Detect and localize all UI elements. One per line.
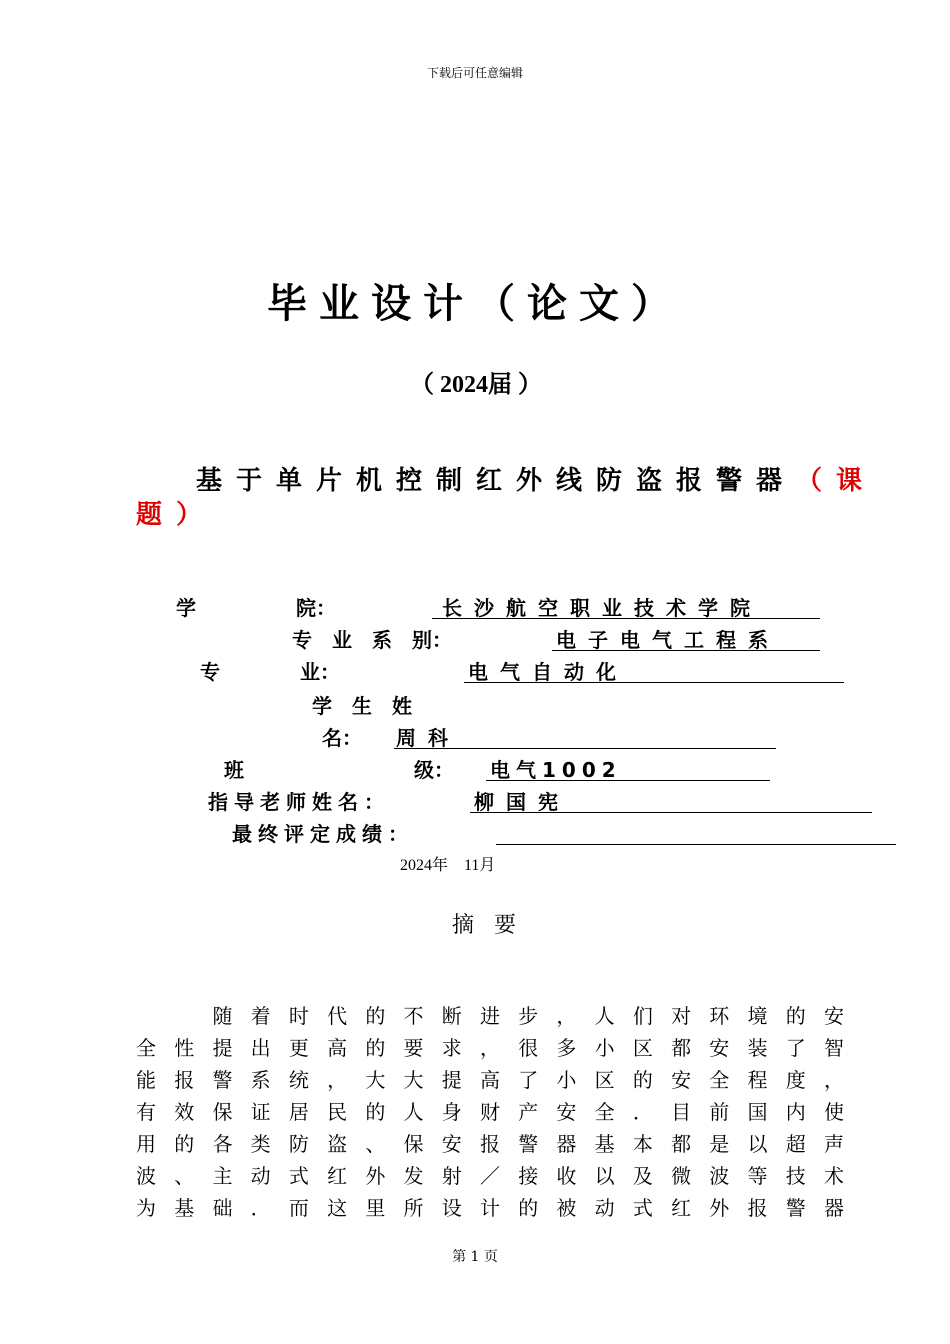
abstract-char: 系 <box>250 1068 271 1092</box>
abstract-char: 各 <box>212 1132 233 1156</box>
abstract-char: 保 <box>212 1100 233 1124</box>
abstract-char: 大 <box>365 1068 386 1092</box>
abstract-char: 程 <box>747 1068 768 1092</box>
abstract-char: 而 <box>288 1196 309 1220</box>
abstract-char: 基 <box>594 1132 615 1156</box>
abstract-char: ， <box>327 1068 348 1092</box>
abstract-char: 以 <box>594 1164 615 1188</box>
abstract-char: 内 <box>785 1100 806 1124</box>
abstract-char: 里 <box>365 1196 386 1220</box>
abstract-char: 动 <box>594 1196 615 1220</box>
college-underline <box>432 592 820 619</box>
abstract-char: 计 <box>479 1196 500 1220</box>
abstract-char: 财 <box>479 1100 500 1124</box>
abstract-char: 的 <box>785 1004 806 1028</box>
abstract-char: 智 <box>823 1036 844 1060</box>
abstract-char: 求 <box>441 1036 462 1060</box>
student-label-line1: 学 生 姓 <box>312 694 412 718</box>
abstract-char: 设 <box>441 1196 462 1220</box>
abstract-char: 要 <box>403 1036 424 1060</box>
abstract-char: 基 <box>174 1196 195 1220</box>
abstract-char: 随 <box>212 1004 233 1028</box>
abstract-char: 技 <box>785 1164 806 1188</box>
abstract-char: 以 <box>747 1132 768 1156</box>
abstract-char: 础 <box>212 1196 233 1220</box>
abstract-char: 式 <box>632 1196 653 1220</box>
abstract-char: 高 <box>327 1036 348 1060</box>
abstract-char: ， <box>556 1004 577 1028</box>
major-value: 电气自动化 <box>468 660 628 684</box>
abstract-char: 出 <box>250 1036 271 1060</box>
abstract-char: ， <box>479 1036 500 1060</box>
grade-label: 最终评定成绩： <box>232 822 414 846</box>
abstract-char: 提 <box>441 1068 462 1092</box>
abstract-char: 红 <box>671 1196 692 1220</box>
abstract-char: ． <box>250 1196 271 1220</box>
student-value: 周科 <box>396 726 460 750</box>
abstract-char: 区 <box>594 1068 615 1092</box>
abstract-char: 性 <box>174 1036 195 1060</box>
header-note: 下载后可任意编辑 <box>426 66 523 80</box>
abstract-char: 民 <box>327 1100 348 1124</box>
abstract-char: 进 <box>479 1004 500 1028</box>
abstract-char: 声 <box>823 1132 844 1156</box>
class-label-part2: 级： <box>414 758 454 782</box>
abstract-char <box>136 1000 156 1029</box>
abstract-char: 都 <box>671 1132 692 1156</box>
abstract-char: 被 <box>556 1196 577 1220</box>
abstract-char: 警 <box>785 1196 806 1220</box>
abstract-char: 的 <box>365 1004 386 1028</box>
abstract-char: 红 <box>327 1164 348 1188</box>
abstract-char: 安 <box>556 1100 577 1124</box>
abstract-char: 有 <box>136 1100 156 1124</box>
abstract-char: 微 <box>671 1164 692 1188</box>
college-label: 学 院： <box>176 596 336 620</box>
abstract-char: 装 <box>747 1036 768 1060</box>
abstract-char: 外 <box>709 1196 730 1220</box>
date: 2024年 11月 <box>400 857 496 874</box>
abstract-char: ／ <box>479 1164 500 1188</box>
abstract-char: 术 <box>823 1164 844 1188</box>
abstract-char: 警 <box>518 1132 539 1156</box>
abstract-char: 发 <box>403 1164 424 1188</box>
abstract-char: 所 <box>403 1196 424 1220</box>
abstract-char: 证 <box>250 1100 271 1124</box>
abstract-char: 保 <box>403 1132 424 1156</box>
dept-underline <box>552 624 820 651</box>
abstract-char: 的 <box>174 1132 195 1156</box>
abstract-char: 的 <box>365 1036 386 1060</box>
abstract-char: 报 <box>479 1132 500 1156</box>
abstract-char: 断 <box>441 1004 462 1028</box>
abstract-char: 安 <box>671 1068 692 1092</box>
abstract-char <box>174 1000 194 1029</box>
abstract-char: 、 <box>174 1164 195 1188</box>
abstract-line <box>136 1064 844 1093</box>
abstract-char: 目 <box>671 1100 692 1124</box>
abstract-char: 国 <box>747 1100 768 1124</box>
abstract-char: 前 <box>709 1100 730 1124</box>
abstract-char: 们 <box>632 1004 653 1028</box>
abstract-line <box>136 1192 844 1221</box>
abstract-char: 射 <box>441 1164 462 1188</box>
abstract-char: 等 <box>747 1164 768 1188</box>
student-underline <box>394 722 776 749</box>
abstract-char: 能 <box>136 1068 156 1092</box>
college-value: 长沙航空职业技术学院 <box>442 596 762 620</box>
abstract-char: 用 <box>136 1132 156 1156</box>
abstract-char: 安 <box>709 1036 730 1060</box>
advisor-value: 柳国宪 <box>474 790 570 814</box>
abstract-char: 度 <box>785 1068 806 1092</box>
abstract-line <box>136 1032 844 1061</box>
class-value: 电气1002 <box>490 758 622 782</box>
abstract-char: 防 <box>288 1132 309 1156</box>
abstract-char: 接 <box>518 1164 539 1188</box>
class-underline <box>486 754 770 781</box>
abstract-char: 时 <box>288 1004 309 1028</box>
abstract-char: 主 <box>212 1164 233 1188</box>
abstract-char: 安 <box>441 1132 462 1156</box>
abstract-char: 及 <box>632 1164 653 1188</box>
abstract-char: 全 <box>594 1100 615 1124</box>
abstract-char: 的 <box>632 1068 653 1092</box>
abstract-char: 使 <box>823 1100 844 1124</box>
abstract-char: 、 <box>365 1132 386 1156</box>
abstract-char: 是 <box>709 1132 730 1156</box>
abstract-char: 超 <box>785 1132 806 1156</box>
abstract-char: 报 <box>747 1196 768 1220</box>
abstract-char: 式 <box>288 1164 309 1188</box>
student-label-line2: 名： <box>322 726 362 750</box>
topic-title <box>196 460 876 497</box>
abstract-char: 步 <box>518 1004 539 1028</box>
abstract-line <box>136 1000 844 1029</box>
topic-suffix-part1: （课 <box>796 466 877 496</box>
abstract-line <box>136 1128 844 1157</box>
abstract-char: 器 <box>823 1196 844 1220</box>
abstract-char: 盗 <box>327 1132 348 1156</box>
abstract-char: 类 <box>250 1132 271 1156</box>
abstract-char: 居 <box>288 1100 309 1124</box>
page-title: 毕业设计（论文） <box>267 281 683 327</box>
abstract-char: 收 <box>556 1164 577 1188</box>
abstract-char: 代 <box>327 1004 348 1028</box>
abstract-char: 全 <box>136 1036 156 1060</box>
abstract-char: 大 <box>403 1068 424 1092</box>
abstract-char: ． <box>632 1100 653 1124</box>
abstract-char: 产 <box>518 1100 539 1124</box>
abstract-char: 着 <box>250 1004 271 1028</box>
abstract-char: 身 <box>441 1100 462 1124</box>
abstract-char: 小 <box>556 1068 577 1092</box>
abstract-char: 境 <box>747 1004 768 1028</box>
abstract-char: 报 <box>174 1068 195 1092</box>
abstract-char: 效 <box>174 1100 195 1124</box>
abstract-char: 外 <box>365 1164 386 1188</box>
advisor-underline <box>470 786 872 813</box>
class-label-part1: 班 <box>224 758 244 782</box>
abstract-char: 警 <box>212 1068 233 1092</box>
abstract-char: 人 <box>594 1004 615 1028</box>
grade-underline <box>496 818 896 845</box>
major-label: 专 业： <box>200 660 340 684</box>
topic-suffix-part2: 题） <box>136 500 217 530</box>
abstract-char: 人 <box>403 1100 424 1124</box>
abstract-char: 环 <box>709 1004 730 1028</box>
abstract-line <box>136 1096 844 1125</box>
abstract-char: 器 <box>556 1132 577 1156</box>
abstract-char: 本 <box>632 1132 653 1156</box>
abstract-char: 区 <box>632 1036 653 1060</box>
abstract-char: 统 <box>288 1068 309 1092</box>
abstract-char: 很 <box>518 1036 539 1060</box>
abstract-char: 了 <box>785 1036 806 1060</box>
abstract-char: 都 <box>671 1036 692 1060</box>
abstract-char: 为 <box>136 1196 156 1220</box>
abstract-line <box>136 1160 844 1189</box>
advisor-label: 指导老师姓名： <box>208 790 390 814</box>
abstract-char: 更 <box>288 1036 309 1060</box>
dept-value: 电子电气工程系 <box>556 628 780 652</box>
abstract-char: 这 <box>327 1196 348 1220</box>
abstract-char: 小 <box>594 1036 615 1060</box>
graduation-year: （ 2024届 ） <box>410 372 542 398</box>
major-underline <box>464 656 844 683</box>
abstract-char: 的 <box>365 1100 386 1124</box>
abstract-char: 全 <box>709 1068 730 1092</box>
page-number: 第 1 页 <box>452 1249 498 1265</box>
abstract-char: 不 <box>403 1004 424 1028</box>
abstract-char: 提 <box>212 1036 233 1060</box>
abstract-title: 摘要 <box>452 913 537 938</box>
topic-main: 基于单片机控制红外线防盗报警器 <box>196 466 797 496</box>
abstract-char: 波 <box>709 1164 730 1188</box>
abstract-char: 对 <box>671 1004 692 1028</box>
abstract-char: 了 <box>518 1068 539 1092</box>
abstract-char: 动 <box>250 1164 271 1188</box>
dept-label: 专 业 系 别： <box>292 628 452 652</box>
abstract-char: 的 <box>518 1196 539 1220</box>
abstract-char: 高 <box>479 1068 500 1092</box>
abstract-char: 安 <box>823 1004 844 1028</box>
abstract-char: 波 <box>136 1164 156 1188</box>
abstract-char: ， <box>823 1068 844 1092</box>
abstract-char: 多 <box>556 1036 577 1060</box>
